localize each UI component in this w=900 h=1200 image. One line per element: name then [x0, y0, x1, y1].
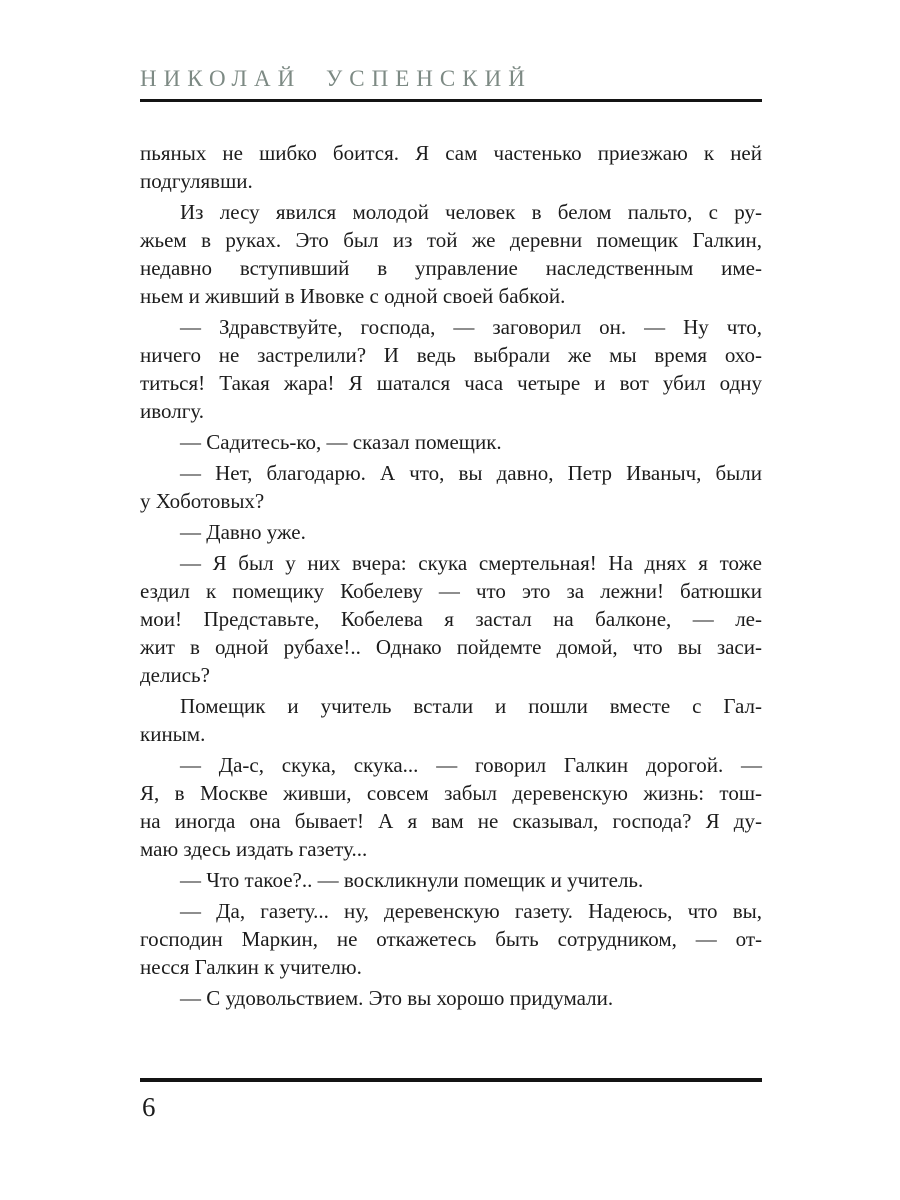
- text-line: Из лесу явился молодой человек в белом пальто, с ру-: [180, 200, 762, 224]
- text-line: Помещик и учитель встали и пошли вместе с Гал-: [180, 694, 762, 718]
- page-number: 6: [142, 1092, 156, 1122]
- text-line: ездил к помещику Кобелеву — что это за лежни! батюшки: [140, 579, 762, 603]
- paragraph: [140, 428, 762, 456]
- text-line: мои! Представьте, Кобелева я застал на балконе, — ле-: [140, 607, 762, 631]
- text-line: пьяных не шибко боится. Я сам частенько приезжаю к ней: [140, 141, 762, 165]
- text-line: жьем в руках. Это был из той же деревни помещик Галкин,: [140, 228, 762, 252]
- paragraph: [140, 459, 762, 515]
- text-line: — Давно уже.: [180, 520, 306, 544]
- text-line: — Что такое?.. — воскликнули помещик и учитель.: [180, 868, 644, 892]
- text-line: у Хоботовых?: [140, 489, 265, 513]
- footer-rule: [140, 1078, 762, 1082]
- paragraph: [140, 549, 762, 689]
- text-body: [140, 139, 762, 1012]
- text-line: господин Маркин, не откажетесь быть сотрудником, — от-: [140, 927, 762, 951]
- header-rule: [140, 99, 762, 102]
- text-line: ничего не застрелили? И ведь выбрали же мы время охо-: [140, 343, 762, 367]
- text-line: титься! Такая жара! Я шатался часа четыре и вот убил одну: [140, 371, 762, 395]
- text-line: — Садитесь-ко, — сказал помещик.: [180, 430, 502, 454]
- text-line: делись?: [140, 663, 210, 687]
- text-line: — Да-с, скука, скука... — говорил Галкин дорогой. —: [180, 753, 762, 777]
- text-line: несся Галкин к учителю.: [140, 955, 362, 979]
- paragraph: [140, 139, 762, 195]
- text-line: жит в одной рубахе!.. Однако пойдемте домой, что вы заси-: [140, 635, 762, 659]
- text-line: Я, в Москве живши, совсем забыл деревенскую жизнь: тош-: [140, 781, 762, 805]
- text-line: маю здесь издать газету...: [140, 837, 368, 861]
- running-head-author: НИКОЛАЙ УСПЕНСКИЙ: [140, 66, 532, 91]
- text-line: — Здравствуйте, господа, — заговорил он. — Ну что,: [180, 315, 762, 339]
- paragraph: [140, 313, 762, 425]
- text-line: — Нет, благодарю. А что, вы давно, Петр Иваныч, были: [180, 461, 762, 485]
- text-line: ньем и живший в Ивовке с одной своей бабкой.: [140, 284, 566, 308]
- paragraph: [140, 866, 762, 894]
- text-line: подгулявши.: [140, 169, 253, 193]
- text-line: киным.: [140, 722, 206, 746]
- text-line: недавно вступивший в управление наследственным име-: [140, 256, 762, 280]
- text-line: иволгу.: [140, 399, 204, 423]
- text-line: — Да, газету... ну, деревенскую газету. Надеюсь, что вы,: [180, 899, 762, 923]
- paragraph: [140, 692, 762, 748]
- text-line: — Я был у них вчера: скука смертельная! На днях я тоже: [180, 551, 762, 575]
- paragraph: [140, 897, 762, 981]
- text-line: — С удовольствием. Это вы хорошо придумали.: [180, 986, 614, 1010]
- paragraph: [140, 198, 762, 310]
- paragraph: [140, 751, 762, 863]
- text-line: на иногда она бывает! А я вам не сказывал, господа? Я ду-: [140, 809, 762, 833]
- paragraph: [140, 984, 762, 1012]
- paragraph: [140, 518, 762, 546]
